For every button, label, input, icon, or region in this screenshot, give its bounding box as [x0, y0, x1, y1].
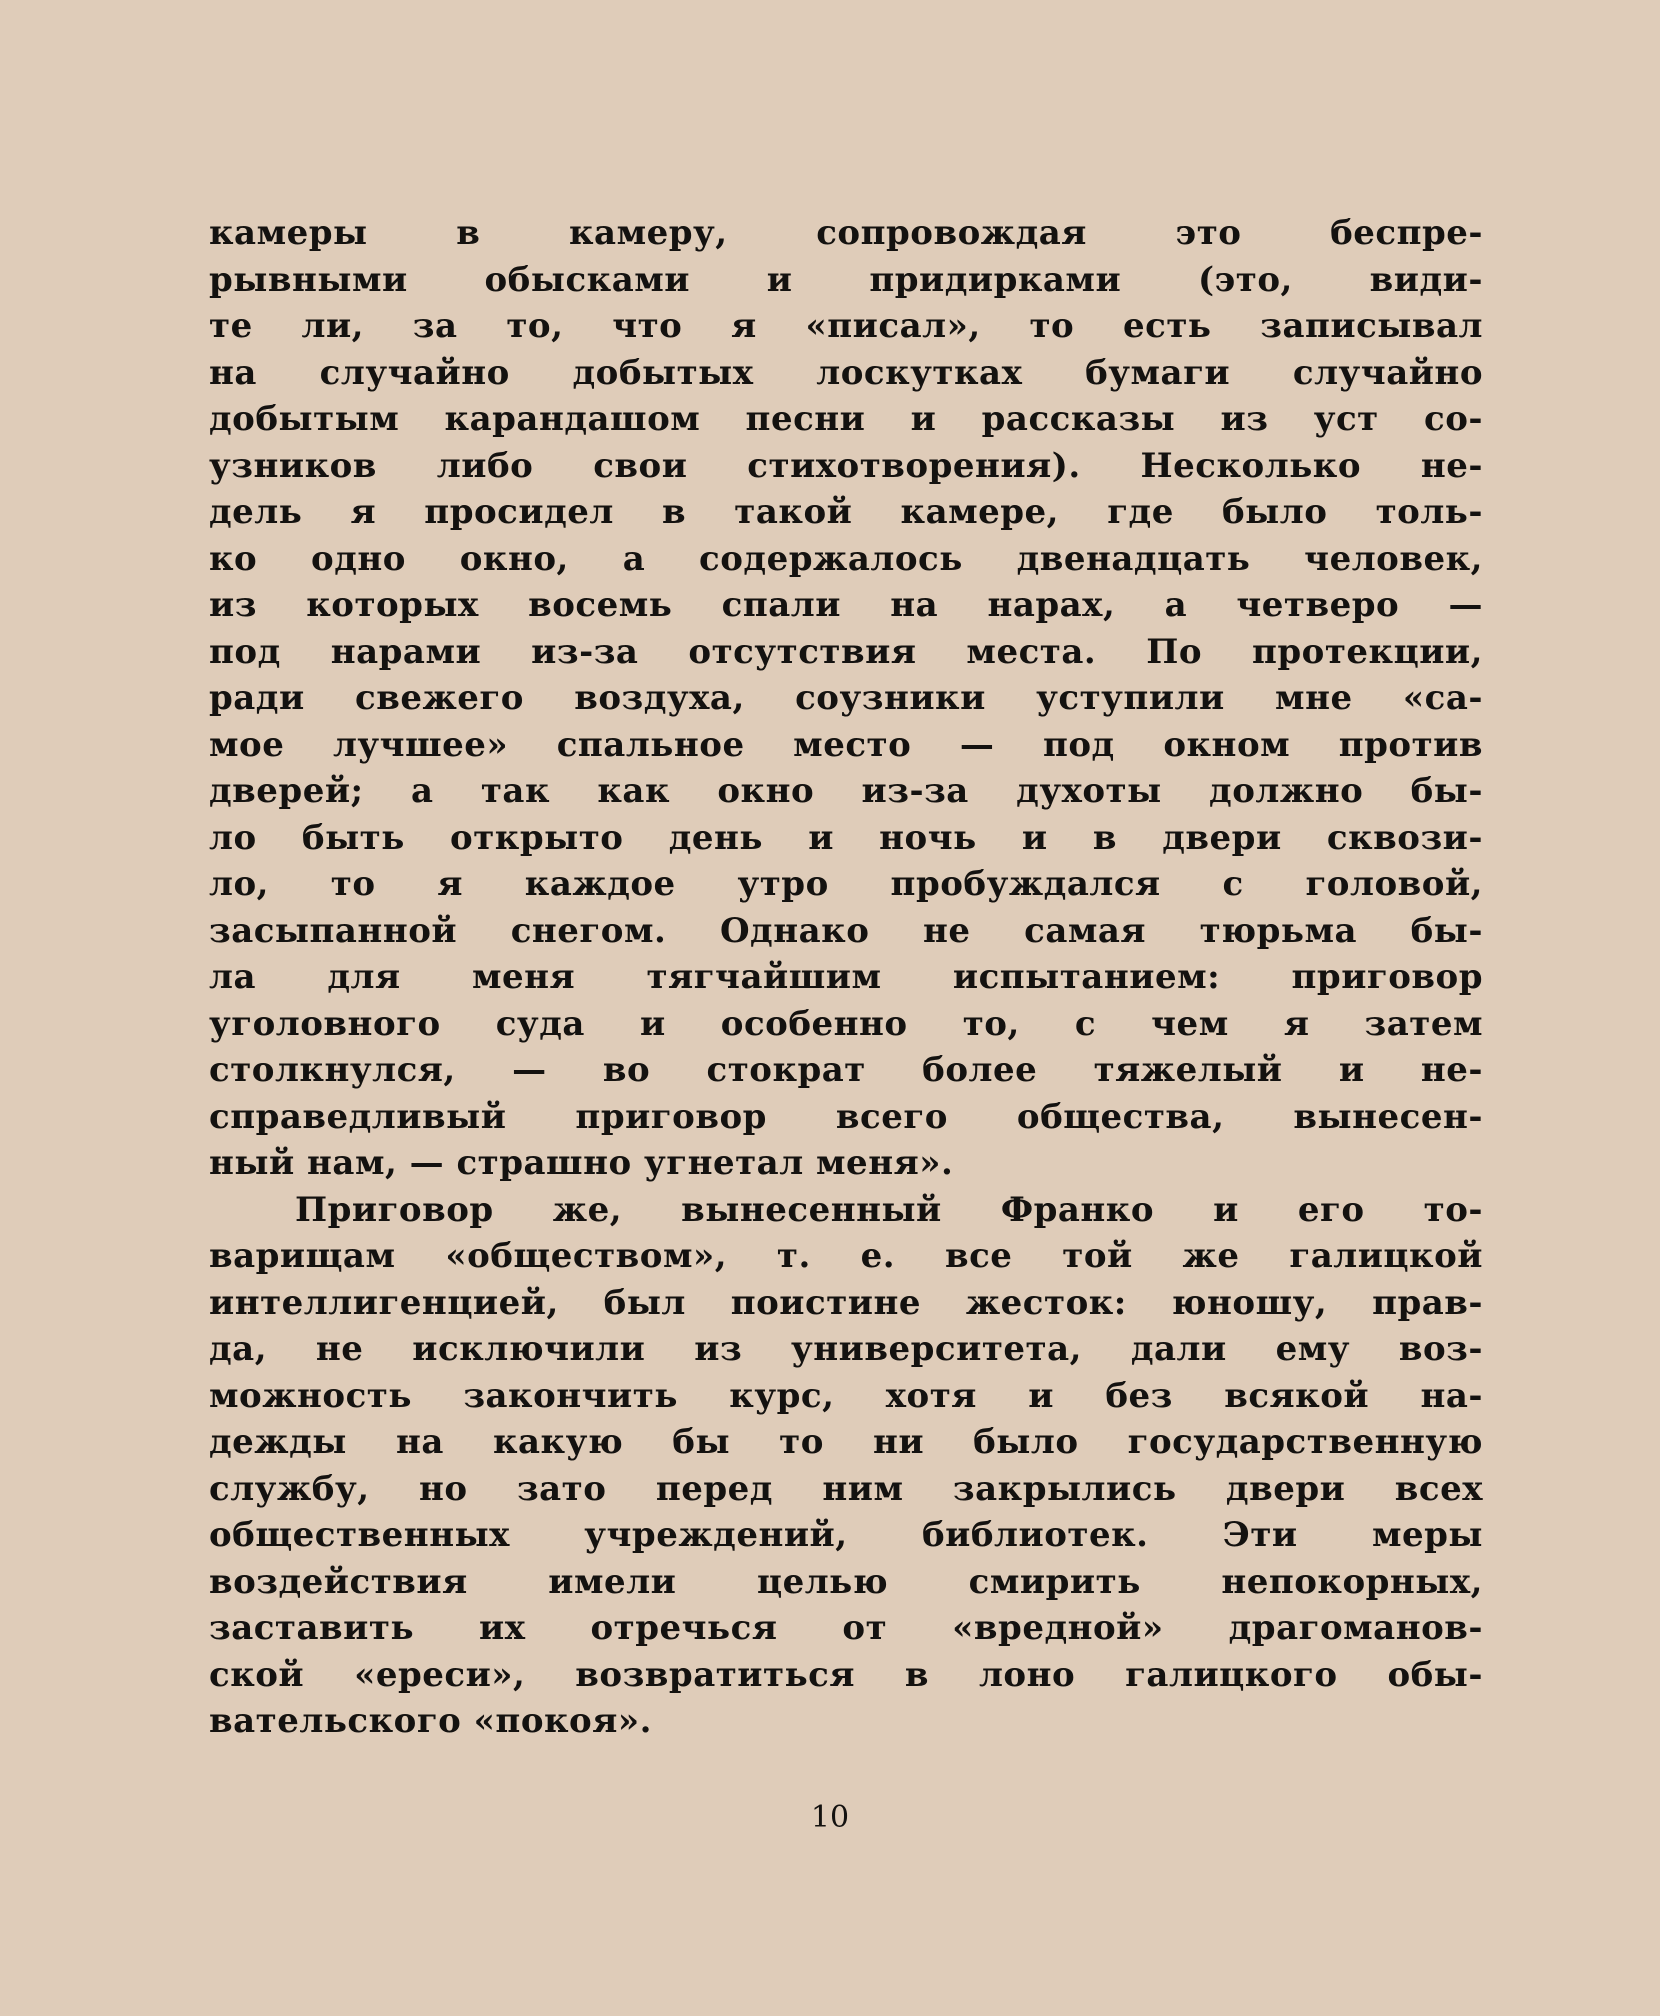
text-line: ради свежего воздуха, соузники уступили мне «са-	[209, 678, 1483, 718]
text-line: ко одно окно, а содержалось двенадцать человек,	[209, 538, 1483, 579]
text-line: Приговор же, вынесенный Франко и его то-	[295, 1189, 1483, 1230]
text-line: справедливый приговор всего общества, вынесен-	[209, 1096, 1483, 1137]
text-line: добытым карандашом песни и рассказы из уст со-	[209, 399, 1483, 439]
text-line: на случайно добытых лоскутках бумаги случайно	[209, 352, 1483, 393]
text-line: ла для меня тягчайшим испытанием: приговор	[209, 957, 1483, 997]
text-line: засыпанной снегом. Однако не самая тюрьма бы-	[209, 910, 1483, 951]
text-line: вательского «покоя».	[209, 1701, 652, 1741]
text-line: ло, то я каждое утро пробуждался с головой,	[209, 864, 1483, 904]
text-line: уголовного суда и особенно то, с чем я затем	[209, 1003, 1483, 1044]
text-line: да, не исключили из университета, дали ему воз-	[209, 1329, 1483, 1369]
text-line: мое лучшее» спальное место — под окном против	[209, 724, 1483, 765]
text-line: ный нам, — страшно угнетал меня».	[209, 1143, 954, 1183]
text-line: ской «ереси», возвратиться в лоно галицкого обы-	[209, 1654, 1483, 1695]
text-line: камеры в камеру, сопровождая это беспре-	[209, 213, 1483, 253]
text-line: под нарами из-за отсутствия места. По протекции,	[209, 631, 1483, 672]
text-line: ло быть открыто день и ночь и в двери сквози-	[209, 817, 1483, 858]
page-number: 10	[810, 1800, 850, 1835]
text-line: воздействия имели целью смирить непокорных,	[209, 1561, 1483, 1602]
paragraph-2	[209, 1187, 1483, 1745]
text-line: общественных учреждений, библиотек. Эти меры	[209, 1515, 1483, 1555]
text-line: дель я просидел в такой камере, где было толь-	[209, 492, 1483, 532]
text-line: службу, но зато перед ним закрылись двери всех	[209, 1468, 1483, 1509]
text-line: интеллигенцией, был поистине жесток: юношу, прав-	[209, 1282, 1483, 1323]
text-line: варищам «обществом», т. е. все той же галицкой	[209, 1236, 1483, 1276]
body-text	[209, 210, 1483, 1745]
text-line: столкнулся, — во стократ более тяжелый и не-	[209, 1050, 1483, 1090]
text-line: узников либо свои стихотворения). Несколько не-	[209, 445, 1483, 486]
paragraph-1	[209, 210, 1483, 1187]
text-line: из которых восемь спали на нарах, а четверо —	[209, 585, 1483, 625]
text-line: можность закончить курс, хотя и без всякой на-	[209, 1375, 1483, 1416]
text-line: те ли, за то, что я «писал», то есть записывал	[209, 306, 1483, 346]
text-line: заставить их отречься от «вредной» драгоманов-	[209, 1608, 1483, 1648]
text-line: рывными обысками и придирками (это, види-	[209, 259, 1483, 300]
text-line: дверей; а так как окно из-за духоты должно бы-	[209, 771, 1483, 811]
text-line: дежды на какую бы то ни было государственную	[209, 1422, 1483, 1462]
